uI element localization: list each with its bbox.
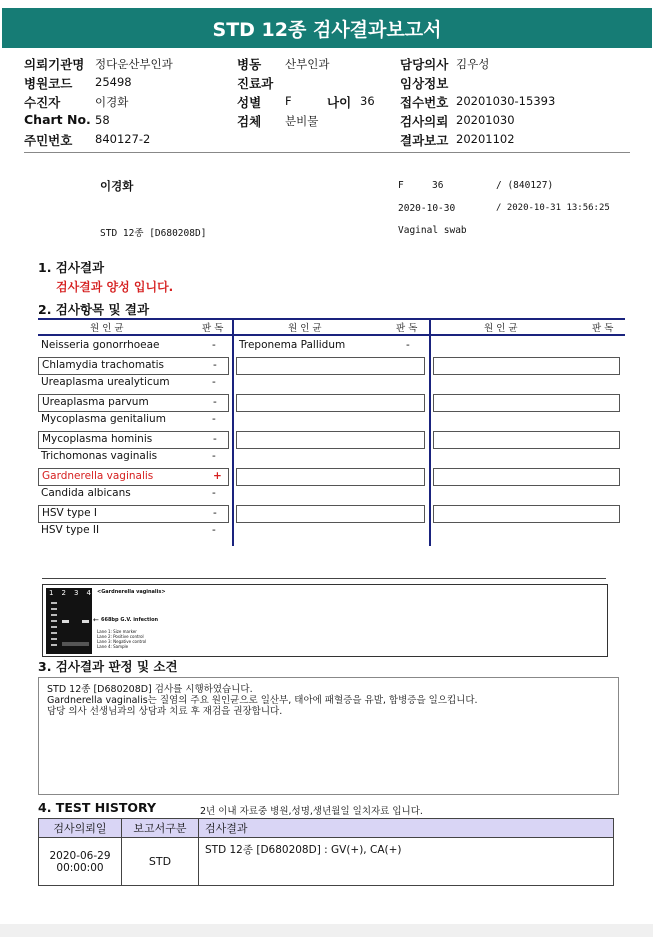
- section1-heading: 1. 검사결과: [38, 260, 105, 275]
- history-col-date: 검사의뢰일: [39, 819, 122, 838]
- result-row: [433, 449, 620, 467]
- result-row: [433, 394, 620, 412]
- header-label: 수진자: [24, 95, 61, 110]
- pathogen-name: Neisseria gonorrhoeae: [41, 339, 160, 351]
- result-row: [433, 338, 620, 356]
- patient-age: 36: [432, 180, 444, 191]
- history-date-time: 00:00:00: [56, 861, 104, 874]
- result-row: [38, 431, 229, 449]
- header-label: 의뢰기관명: [24, 57, 85, 72]
- header-info: [24, 55, 634, 150]
- lane-number: 1: [49, 589, 54, 597]
- pathogen-name: Mycoplasma hominis: [42, 432, 153, 445]
- test-name: STD 12종 [D680208D]: [100, 228, 207, 239]
- result-row: [236, 394, 425, 412]
- header-label: 진료과: [237, 76, 274, 91]
- result-row: [433, 523, 620, 541]
- patient-summary: [0, 170, 653, 240]
- header-value: 산부인과: [285, 57, 330, 71]
- result-row: [433, 468, 620, 486]
- pathogen-name: HSV type I: [42, 506, 97, 519]
- result-row: [38, 486, 229, 504]
- pathogen-name: Chlamydia trachomatis: [42, 358, 165, 371]
- column-divider: [429, 320, 431, 546]
- result-row: [236, 449, 425, 467]
- history-date: [39, 838, 122, 886]
- table-header: [38, 320, 625, 334]
- opinion-line: STD 12종 [D680208D] 검사를 시행하였습니다.: [47, 684, 253, 695]
- col1-result: 판 독: [202, 323, 224, 334]
- gel-legend: [97, 629, 146, 649]
- pathogen-result: -: [212, 524, 216, 536]
- header-label: 성별: [237, 95, 262, 110]
- result-row: [38, 523, 229, 541]
- result-row: [236, 431, 425, 449]
- header-label: 검사의뢰: [400, 114, 449, 129]
- opinion-box: [38, 677, 619, 795]
- header-divider: [24, 152, 630, 153]
- report-title: STD 12종 검사결과보고서: [2, 8, 652, 48]
- result-row: [38, 394, 229, 412]
- result-row: [236, 375, 425, 393]
- header-value: 25498: [95, 75, 132, 89]
- result-row: [433, 357, 620, 375]
- result-row: [236, 468, 425, 486]
- result-row: [38, 449, 229, 467]
- result-row: [38, 468, 229, 486]
- history-col-type: 보고서구분: [122, 819, 199, 838]
- patient-birth: / (840127): [496, 180, 554, 191]
- section4-heading: 4. TEST HISTORY: [38, 800, 157, 815]
- age-label: 나이: [327, 95, 352, 110]
- result-row: [433, 375, 620, 393]
- section2-heading: 2. 검사항목 및 결과: [38, 302, 150, 317]
- pathogen-result: -: [212, 450, 216, 462]
- primer-dimer: [62, 642, 89, 646]
- positive-band: [62, 620, 69, 623]
- result-row: [433, 431, 620, 449]
- pathogen-name: HSV type II: [41, 524, 100, 536]
- result-row: [433, 505, 620, 523]
- header-label: Chart No.: [24, 112, 91, 127]
- result-summary: 검사결과 양성 입니다.: [56, 280, 174, 294]
- col3-result: 판 독: [592, 323, 614, 334]
- lane-number: 4: [86, 589, 91, 597]
- header-value: 20201030: [456, 113, 515, 127]
- pathogen-result: -: [213, 432, 217, 445]
- history-header-row: [39, 819, 614, 838]
- header-label: 병원코드: [24, 76, 73, 91]
- patient-sex: F: [398, 180, 404, 191]
- header-value: 이경화: [95, 95, 129, 109]
- result-row: [236, 338, 425, 356]
- collection-date: 2020-10-30: [398, 203, 456, 214]
- result-row: [38, 505, 229, 523]
- age-value: 36: [360, 94, 375, 108]
- col2-result: 판 독: [396, 323, 418, 334]
- gel-legend-item: Lane 3: Negative control: [97, 639, 147, 644]
- col3-pathogen: 원 인 균: [484, 323, 518, 334]
- result-row: [236, 486, 425, 504]
- header-value: 김우성: [456, 57, 490, 71]
- marker-lane: [51, 602, 57, 648]
- gel-title: <Gardnerella vaginalis>: [97, 589, 166, 595]
- result-row: [236, 357, 425, 375]
- opinion-line: Gardnerella vaginalis는 질염의 주요 원인균으로 일산부, 태아에 패혈증을 유발, 합병증을 일으킵니다.: [47, 695, 478, 706]
- header-value: F: [285, 94, 292, 108]
- pathogen-result: -: [212, 376, 216, 388]
- result-row: [433, 412, 620, 430]
- header-label: 병동: [237, 57, 262, 72]
- specimen-type: Vaginal swab: [398, 225, 467, 236]
- pathogen-name: Ureaplasma parvum: [42, 395, 149, 408]
- gel-top-rule: [42, 578, 606, 579]
- header-value: 20201030-15393: [456, 94, 556, 108]
- header-label: 주민번호: [24, 133, 73, 148]
- pathogen-name: Candida albicans: [41, 487, 131, 499]
- pathogen-result: -: [212, 413, 216, 425]
- history-row: [39, 838, 614, 886]
- pathogen-result: -: [213, 395, 217, 408]
- pathogen-result: +: [213, 469, 222, 482]
- pathogen-name: Mycoplasma genitalium: [41, 413, 166, 425]
- result-row: [236, 523, 425, 541]
- patient-name: 이경화: [100, 179, 134, 193]
- history-result: STD 12종 [D680208D] : GV(+), CA(+): [199, 838, 614, 886]
- history-note: 2년 이내 자료중 병원,성명,생년월일 일치자료 입니다.: [200, 806, 423, 817]
- history-col-result: 검사결과: [199, 819, 614, 838]
- header-label: 결과보고: [400, 133, 449, 148]
- gel-image: [46, 588, 92, 654]
- history-date-day: 2020-06-29: [49, 849, 111, 862]
- header-value: 58: [95, 113, 110, 127]
- sample-band: [82, 620, 89, 623]
- table-header-rule: [38, 334, 625, 336]
- pathogen-result: -: [213, 506, 217, 519]
- result-row: [38, 357, 229, 375]
- header-label: 접수번호: [400, 95, 449, 110]
- lane-number: 3: [74, 589, 79, 597]
- pathogen-name: Trichomonas vaginalis: [41, 450, 158, 462]
- header-value: 20201102: [456, 132, 515, 146]
- header-value: 정다운산부인과: [95, 57, 173, 71]
- opinion-line: 담당 의사 선생님과의 상담과 치료 후 재검을 권장합니다.: [47, 706, 283, 717]
- gel-legend-item: Lane 4: Sample: [97, 644, 129, 649]
- header-value: 840127-2: [95, 132, 151, 146]
- column-divider: [232, 320, 234, 546]
- pathogen-name: Gardnerella vaginalis: [42, 469, 154, 482]
- page-footer-band: [0, 924, 653, 937]
- result-row: [236, 505, 425, 523]
- band-arrow-icon: ←: [93, 616, 99, 624]
- band-label: 668bp G.V. infection: [101, 617, 159, 623]
- result-row: [38, 375, 229, 393]
- header-label: 검체: [237, 114, 262, 129]
- report-datetime: / 2020-10-31 13:56:25: [496, 203, 610, 213]
- header-label: 담당의사: [400, 57, 449, 72]
- gel-panel: [42, 584, 608, 657]
- result-row: [433, 486, 620, 504]
- header-label: 임상정보: [400, 76, 449, 91]
- header-value: 분비물: [285, 114, 319, 128]
- pathogen-result: -: [213, 358, 217, 371]
- section3-heading: 3. 검사결과 판정 및 소견: [38, 659, 178, 674]
- gel-legend-item: Lane 1: Size marker: [97, 629, 137, 634]
- result-row: [38, 412, 229, 430]
- pathogen-name: Treponema Pallidum: [239, 339, 346, 351]
- pathogen-result: -: [212, 487, 216, 499]
- pathogen-name: Ureaplasma urealyticum: [41, 376, 170, 388]
- result-row: [38, 338, 229, 356]
- pathogen-result: -: [212, 339, 216, 351]
- history-type: STD: [122, 838, 199, 886]
- lane-number: 2: [61, 589, 66, 597]
- gel-legend-item: Lane 2: Positive control: [97, 634, 144, 639]
- col1-pathogen: 원 인 균: [90, 323, 124, 334]
- result-row: [236, 412, 425, 430]
- col2-pathogen: 원 인 균: [288, 323, 322, 334]
- history-table: [38, 818, 614, 886]
- pathogen-result: -: [406, 339, 410, 351]
